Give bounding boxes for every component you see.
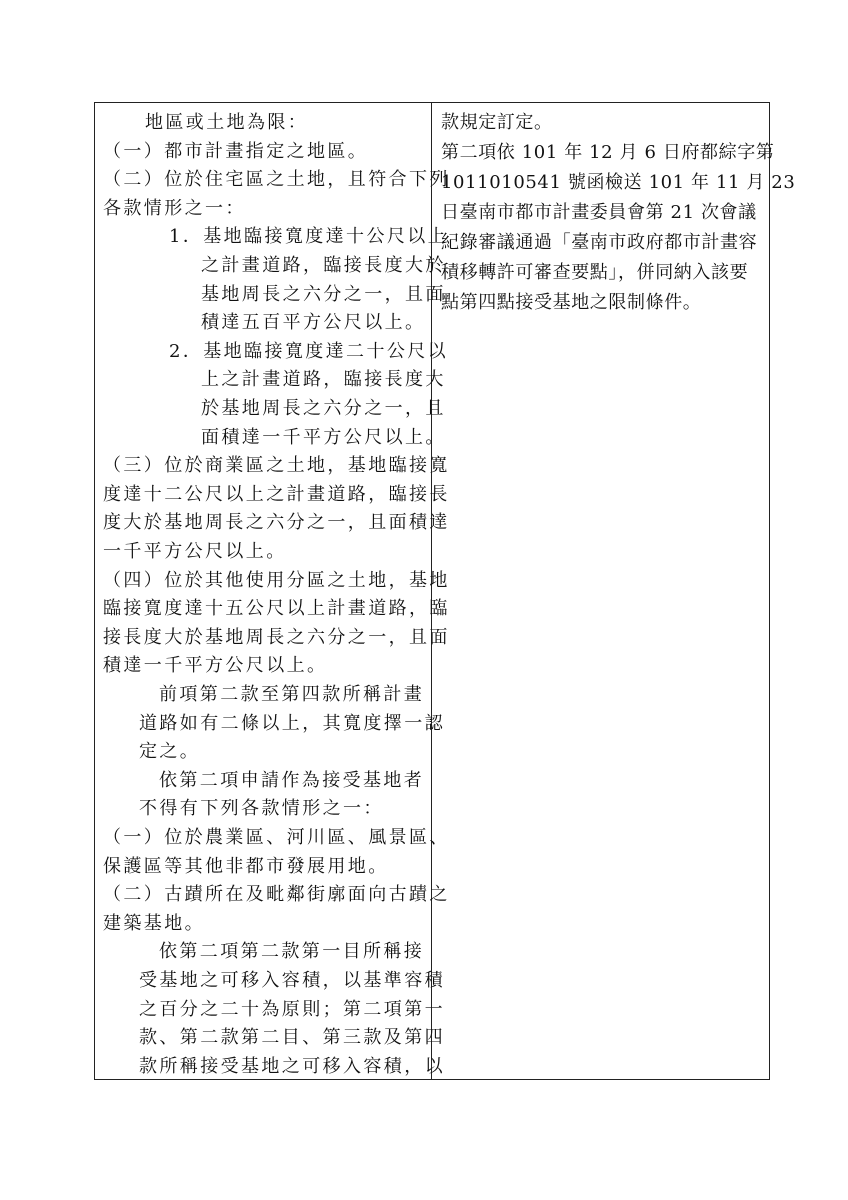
text-line: 各款情形之一：: [103, 197, 246, 219]
regulation-table: [94, 102, 796, 1080]
text-line: 度達十二公尺以上之計畫道路，臨接長: [103, 483, 450, 505]
text-line: 保護區等其他非都市發展用地。: [103, 855, 389, 877]
text-line: 前項第二款至第四款所稱計畫: [159, 684, 425, 705]
text-line: 紀錄審議通過「臺南市政府都市計畫容: [441, 232, 758, 253]
text-line: 積移轉許可審查要點」，併同納入該要: [441, 262, 749, 283]
text-line: 日臺南市都市計畫委員會第 21 次會議: [441, 202, 757, 223]
text-line: 臨接寬度達十五公尺以上計畫道路，臨: [103, 598, 450, 620]
text-line: 款所稱接受基地之可移入容積，以: [139, 1055, 445, 1077]
text-line: 之計畫道路，臨接長度大於: [201, 255, 446, 276]
text-line: 積達五百平方公尺以上。: [201, 312, 426, 334]
text-line: 道路如有二條以上，其寬度擇一認: [139, 712, 445, 734]
text-line: 面積達一千平方公尺以上。: [201, 426, 446, 448]
text-line: 點第四點接受基地之限制條件。: [441, 292, 702, 313]
text-line: 建築基地。: [103, 912, 205, 934]
text-line: 之百分之二十為原則；第二項第一: [139, 998, 445, 1020]
text-line: （三）位於商業區之土地，基地臨接寬: [103, 455, 450, 477]
text-line: 受基地之可移入容積，以基準容積: [139, 970, 445, 991]
text-line: 基地周長之六分之一，且面: [201, 283, 446, 305]
text-line: 1011010541 號函檢送 101 年 11 月 23: [441, 172, 796, 193]
text-line: 依第二項第二款第一目所稱接: [159, 941, 425, 963]
text-line: （二）古蹟所在及毗鄰街廓面向古蹟之: [103, 884, 450, 906]
text-line: 依第二項申請作為接受基地者: [159, 769, 425, 791]
text-line: 定之。: [139, 741, 201, 763]
text-line: 積達一千平方公尺以上。: [103, 655, 328, 677]
text-line: 款、第二款第二目、第三款及第四: [139, 1027, 445, 1049]
text-line: 款規定訂定。: [441, 112, 553, 133]
text-line: 一千平方公尺以上。: [103, 541, 287, 562]
text-line: 度大於基地周長之六分之一，且面積達: [103, 512, 450, 534]
text-line: 第二項依 101 年 12 月 6 日府都綜字第: [441, 142, 775, 163]
text-line: 於基地周長之六分之一，且: [201, 398, 446, 419]
text-line: 2．基地臨接寬度達二十公尺以: [169, 340, 449, 362]
text-line: 1．基地臨接寬度達十公尺以上: [169, 226, 449, 248]
text-line: 上之計畫道路，臨接長度大: [201, 369, 446, 391]
text-line: （一）位於農業區、河川區、風景區、: [103, 827, 450, 848]
text-line: 接長度大於基地周長之六分之一，且面: [103, 626, 450, 648]
text-line: 地區或土地為限：: [145, 112, 309, 133]
text-line: （一）都市計畫指定之地區。: [103, 140, 369, 162]
text-line: （四）位於其他使用分區之土地，基地: [103, 569, 450, 591]
text-line: （二）位於住宅區之土地，且符合下列: [103, 169, 450, 191]
text-line: 不得有下列各款情形之一：: [139, 798, 384, 820]
